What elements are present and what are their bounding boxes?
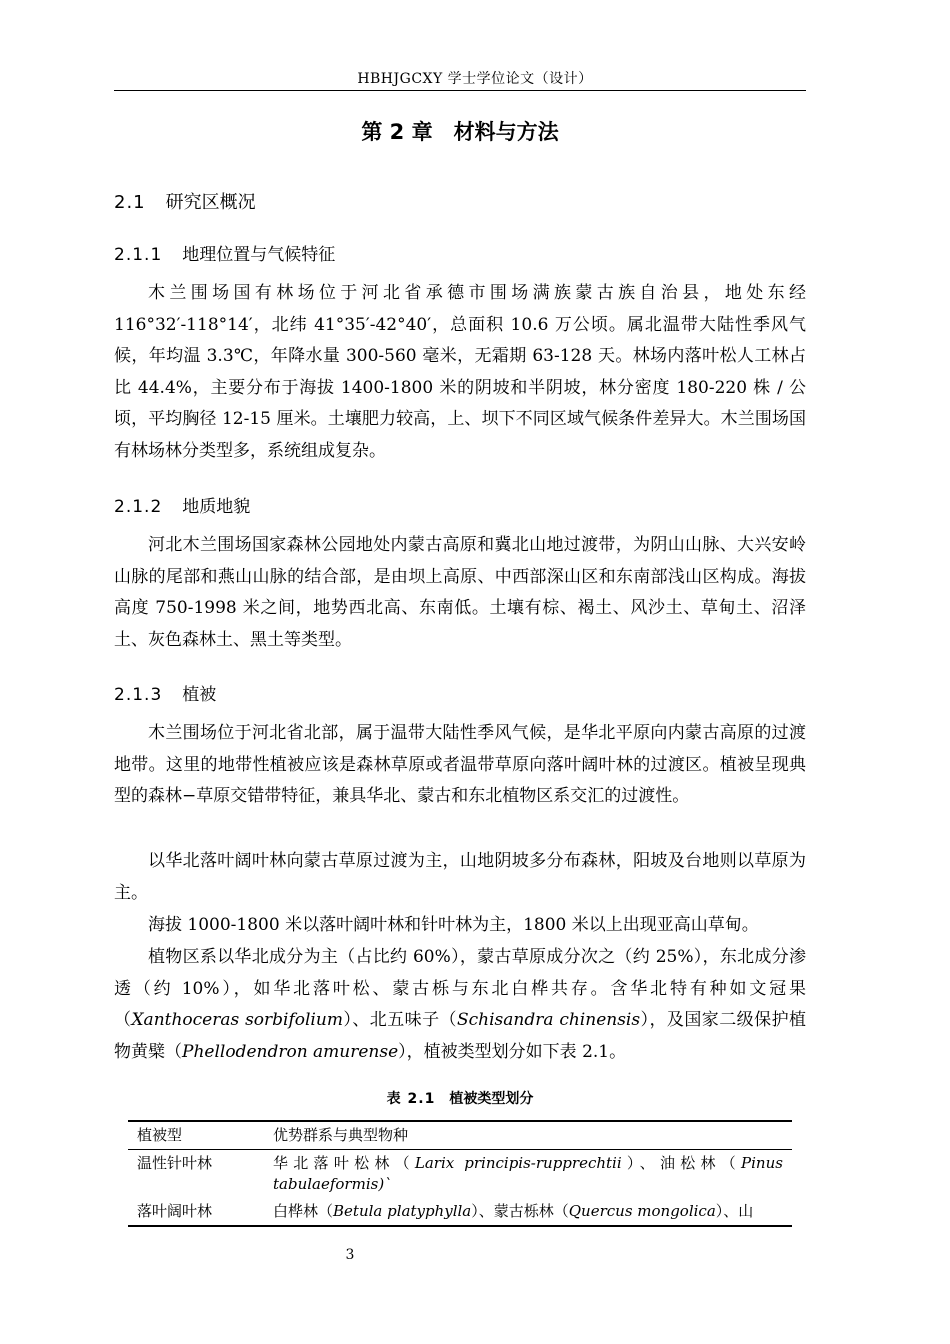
text-run: ），植被类型划分如下表 2.1。: [398, 1041, 627, 1062]
species-name: Larix principis-rupprechtii: [414, 1154, 622, 1172]
text-run: 植物区系以华北成分为主（占比约 60%），蒙古草原成分次之（约 25%），东北成分渗透（约 10%），如华北落叶松、蒙古栎与东北白桦共存。含华北特有种如文冠果（: [114, 947, 806, 1030]
species-name: Quercus mongolica: [568, 1202, 716, 1220]
table-header-row: [128, 1121, 792, 1150]
species-name: Betula platyphylla: [333, 1202, 472, 1220]
table-title: 植被类型划分: [449, 1091, 534, 1107]
table-caption: [0, 1088, 920, 1108]
species-name: Phellodendron amurense: [182, 1041, 399, 1062]
section-title: 研究区概况: [165, 192, 256, 213]
text-run: ）、蒙古栎林（: [471, 1202, 569, 1220]
text-run: ）、北五味子（: [342, 1010, 457, 1030]
column-header-vegetation-type: 植被型: [137, 1126, 183, 1144]
vegetation-type-table: [128, 1120, 792, 1227]
paragraph-geology: 河北木兰围场国家森林公园地处内蒙古高原和冀北山地过渡带，为阴山山脉、大兴安岭山脉的尾部和燕山山脉的结合部，是由坝上高原、中西部深山区和东南部浅山区构成。海拔高度 750-1998 米之间，地势西北高、东南低。土壤有棕、褐土、风沙土、草甸土、沼泽土、灰色森林土、黑土等类型。: [114, 535, 806, 650]
text-run: ）、山: [715, 1202, 754, 1220]
table-row: [128, 1150, 792, 1199]
species-name: Schisandra chinensis: [456, 1010, 641, 1030]
text-run: ）、油松林（: [621, 1154, 742, 1172]
section-title: 地理位置与气候特征: [182, 245, 336, 265]
paragraph-vegetation-2: 以华北落叶阔叶林向蒙古草原过渡为主，山地阴坡多分布森林，阳坡及台地则以草原为主。: [114, 851, 806, 903]
text-run: 白桦林（: [273, 1202, 334, 1220]
table-row: [128, 1198, 792, 1226]
text-run: ），及国家二级保护植物黄檗（: [114, 1010, 807, 1062]
species-name: Xanthoceras sorbifolium: [131, 1010, 343, 1030]
chapter-title: 第 2 章 材料与方法: [361, 120, 559, 144]
paragraph-vegetation-1: 木兰围场位于河北省北部，属于温带大陆性季风气候，是华北平原向内蒙古高原的过渡地带。这里的地带性植被应该是森林草原或者温带草原向落叶阔叶林的过渡区。植被呈现典型的森林−草原交错带特征，兼具华北、蒙古和东北植物区系交汇的过渡性。: [114, 723, 806, 806]
page-number: 3: [345, 1247, 355, 1263]
section-heading-2-1-3: [114, 680, 216, 705]
section-heading-2-1-1: [114, 240, 335, 265]
section-title: 植被: [182, 685, 217, 705]
section-number: 2.1.3: [114, 685, 163, 705]
header-rule: [114, 90, 806, 91]
table-number: 表 2.1: [386, 1091, 436, 1107]
vegetation-type-cell: 落叶阔叶林: [137, 1202, 213, 1220]
paragraph-vegetation-3: 海拔 1000-1800 米以落叶阔叶林和针叶林为主，1800 米以上出现亚高山草甸。: [148, 915, 759, 935]
vegetation-type-cell: 温性针叶林: [137, 1154, 213, 1172]
formations-cell: [264, 1150, 792, 1199]
section-number: 2.1.2: [114, 497, 163, 517]
text-run: 华北落叶松林（: [273, 1154, 415, 1172]
species-name: Pinus tabulaeformis)`: [273, 1154, 783, 1193]
section-title: 地质地貌: [182, 497, 251, 517]
section-number: 2.1: [114, 192, 146, 213]
section-heading-2-1-2: [114, 492, 250, 517]
column-header-dominant-formations: 优势群系与典型物种: [273, 1126, 409, 1144]
formations-cell: [264, 1198, 792, 1226]
running-header: HBHJGCXY 学士学位论文（设计）: [357, 71, 593, 87]
section-number: 2.1.1: [114, 245, 163, 265]
section-heading-2-1: [114, 188, 256, 214]
paragraph-vegetation-4: [114, 942, 806, 1068]
paragraph-location-climate: 木兰围场国有林场位于河北省承德市围场满族蒙古族自治县，地处东经116°32′-118°14′，北纬 41°35′-42°40′，总面积 10.6 万公顷。属北温带大陆性季风气候，年均温 3.3℃，年降水量 300-560 毫米，无霜期 63-128 天。林场内落叶松人工林占比 44.4%，主要分布于海拔 1400-1800 米的阴坡和半阴坡，林分密度 180-220 株 / 公顷，平均胸径 12-15 厘米。土壤肥力较高，上、坝下不同区域气候条件差异大。木兰围场国有林场林分类型多，系统组成复杂。: [114, 283, 806, 461]
